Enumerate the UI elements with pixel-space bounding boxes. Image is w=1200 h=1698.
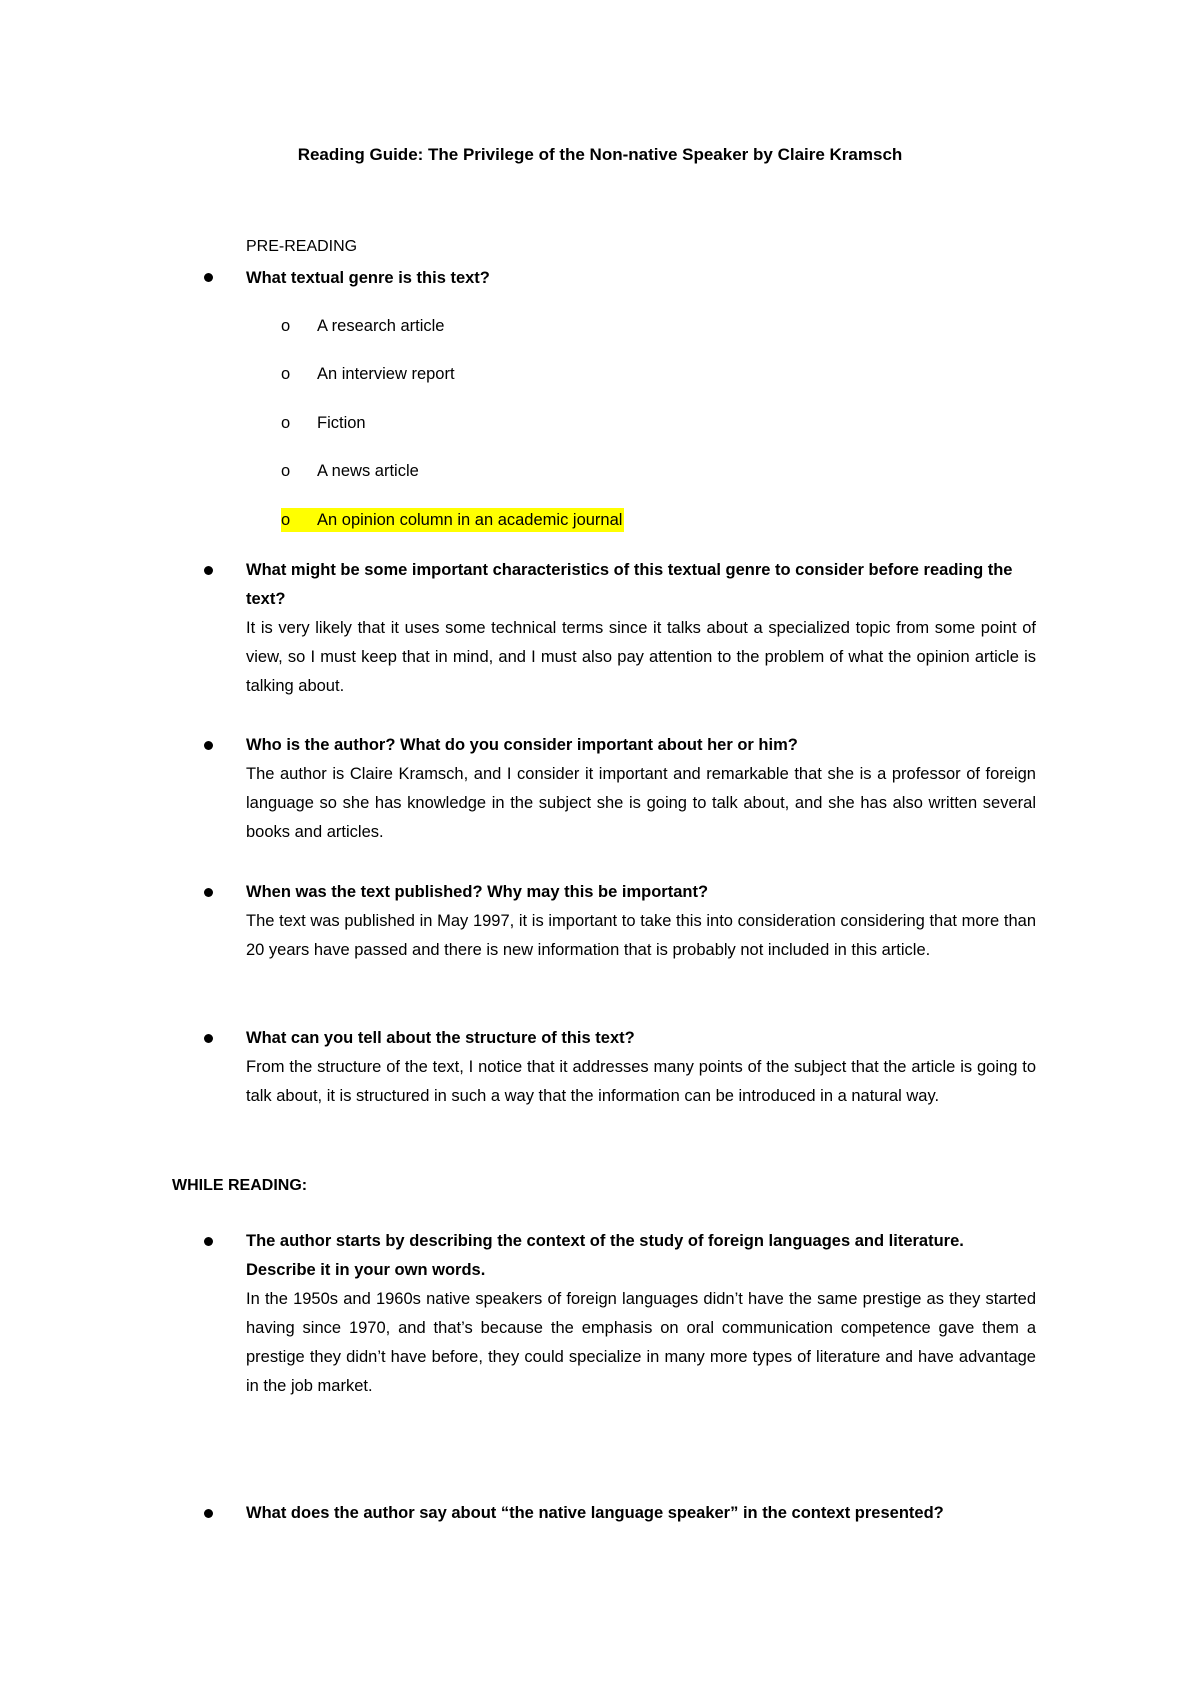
- bullet-icon: [204, 741, 213, 750]
- document-title: Reading Guide: The Privilege of the Non-native Speaker by Claire Kramsch: [297, 145, 903, 164]
- while-reading-heading: WHILE READING:: [172, 1177, 308, 1194]
- question-native-speaker: [246, 1499, 1036, 1528]
- question-genre: [246, 264, 1036, 293]
- question-context: [246, 1227, 1036, 1401]
- bullet-icon: [204, 1034, 213, 1043]
- option-opinion-column-highlighted: o An opinion column in an academic journal: [281, 508, 624, 532]
- answer-text: In the 1950s and 1960s native speakers of foreign languages didn’t have the same prestige as they started having since 1970, and that’s because the emphasis on oral communication competence gave them a prestige they didn’t have before, they could specialize in many more types of literature and have advantage in the job market.: [246, 1290, 1036, 1395]
- option-news-article: o A news article: [281, 459, 419, 483]
- question-text: Who is the author? What do you consider important about her or him?: [246, 736, 798, 754]
- option-research-article: o A research article: [281, 314, 444, 338]
- answer-text: From the structure of the text, I notice that it addresses many points of the subject that the article is going to talk about, it is structured in such a way that the information can be introduced in a natural way.: [246, 1058, 1036, 1105]
- bullet-icon: [204, 1237, 213, 1246]
- question-author: [246, 731, 1036, 847]
- question-published: [246, 878, 1036, 965]
- option-marker: o: [281, 317, 291, 335]
- option-marker: o: [281, 462, 291, 480]
- option-interview-report: o An interview report: [281, 362, 455, 386]
- bullet-icon: [204, 888, 213, 897]
- option-marker: o: [281, 511, 291, 529]
- option-fiction: o Fiction: [281, 411, 366, 435]
- bullet-icon: [204, 273, 213, 282]
- question-text: What can you tell about the structure of this text?: [246, 1029, 635, 1047]
- question-text: The author starts by describing the context of the study of foreign languages and literature. Describe it in your own words.: [246, 1232, 964, 1279]
- question-text: When was the text published? Why may this be important?: [246, 883, 709, 901]
- question-characteristics: [246, 556, 1036, 701]
- question-text: What does the author say about “the native language speaker” in the context presented?: [246, 1504, 944, 1522]
- answer-text: The author is Claire Kramsch, and I consider it important and remarkable that she is a professor of foreign language so she has knowledge in the subject she is going to talk about, and she has also written several books and articles.: [246, 765, 1036, 841]
- pre-reading-heading: PRE-READING: [246, 238, 358, 255]
- question-text: What might be some important characteristics of this textual genre to consider before reading the text?: [246, 561, 1013, 608]
- question-structure: [246, 1024, 1036, 1111]
- option-marker: o: [281, 414, 291, 432]
- answer-text: It is very likely that it uses some technical terms since it talks about a specialized topic from some point of view, so I must keep that in mind, and I must also pay attention to the problem of what the opinion article is talking about.: [246, 619, 1036, 695]
- answer-text: The text was published in May 1997, it is important to take this into consideration considering that more than 20 years have passed and there is new information that is probably not included in this article.: [246, 912, 1036, 959]
- option-marker: o: [281, 365, 291, 383]
- bullet-icon: [204, 1509, 213, 1518]
- question-text: What textual genre is this text?: [246, 269, 490, 287]
- bullet-icon: [204, 566, 213, 575]
